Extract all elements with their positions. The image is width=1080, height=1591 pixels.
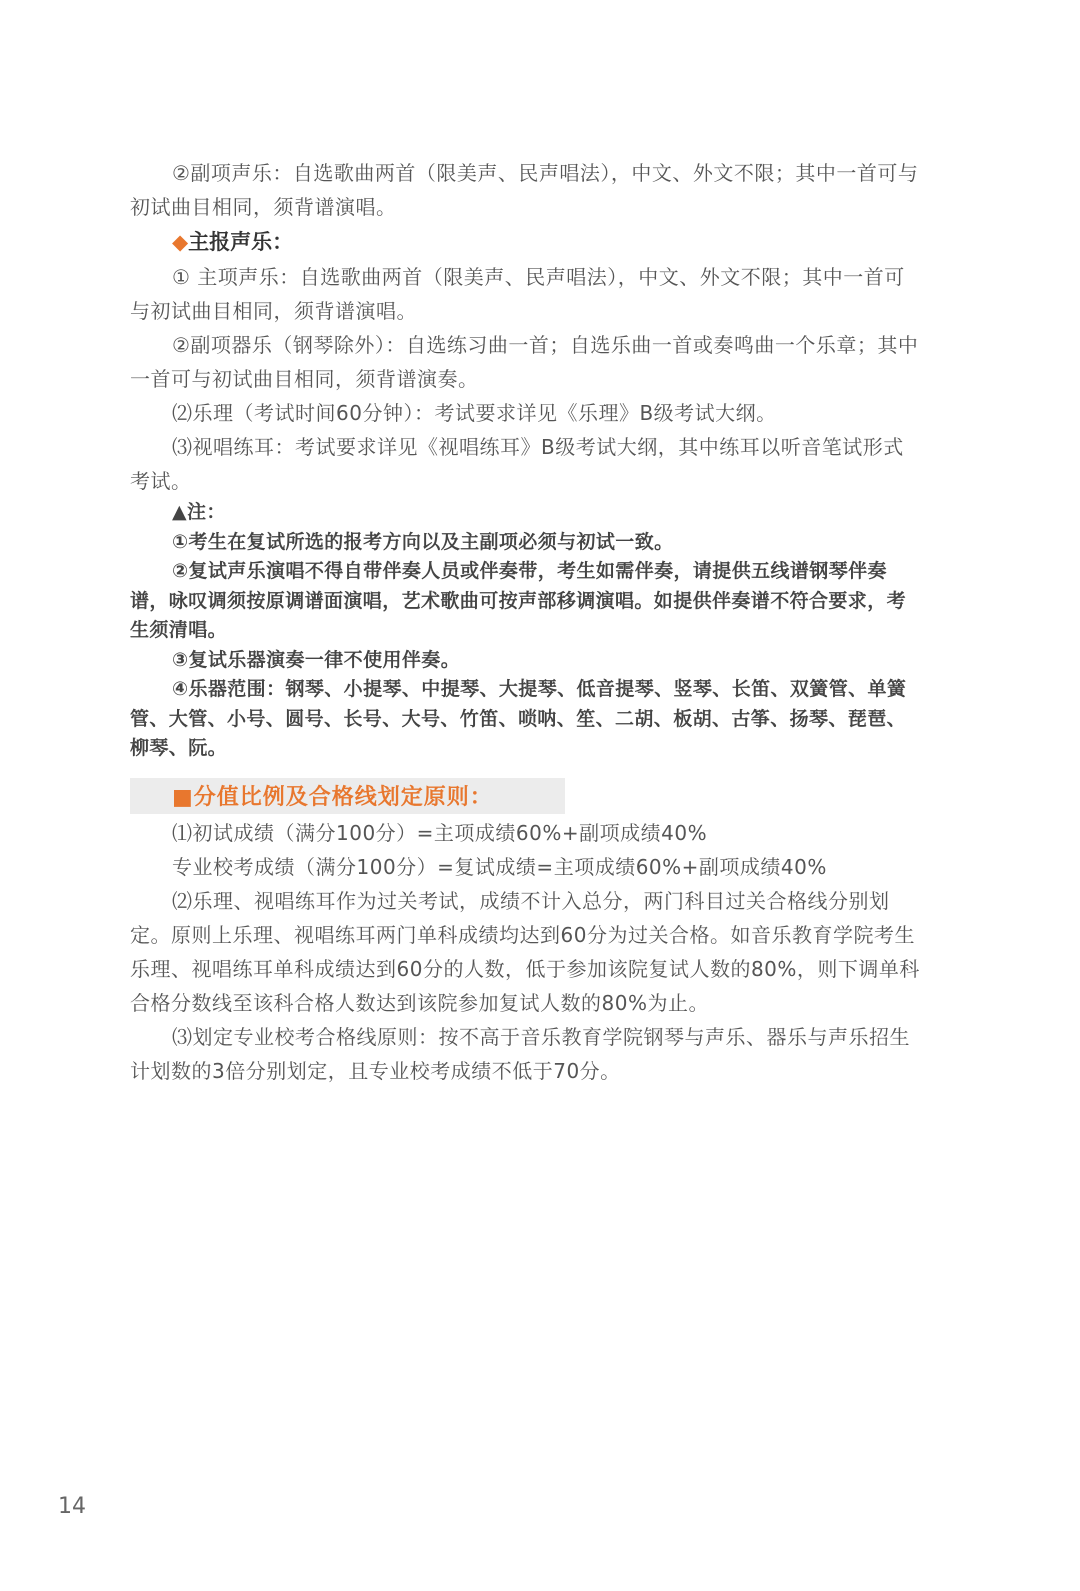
- paragraph-qualifying-line: ⑶划定专业校考合格线原则：按不高于音乐教育学院钢琴与声乐、器乐与声乐招生计划数的3倍分别划定，且专业校考成绩不低于70分。: [130, 1024, 910, 1083]
- paragraph-secondary-vocal: ②副项声乐：自选歌曲两首（限美声、民声唱法），中文、外文不限；其中一首可与初试曲目相同，须背谱演唱。: [130, 161, 919, 219]
- document-body: [130, 156, 920, 1088]
- section-heading-vocal: [130, 224, 920, 260]
- diamond-bullet-icon: ◆: [172, 230, 189, 254]
- section-heading-vocal-label: 主报声乐：: [188, 230, 294, 254]
- page-number: 14: [58, 1494, 86, 1519]
- note-item: ②复试声乐演唱不得自带伴奏人员或伴奏带，考生如需伴奏，请提供五线谱钢琴伴奏谱，咏叹调须按原调谱面演唱，艺术歌曲可按声部移调演唱。如提供伴奏谱不符合要求，考生须清唱。: [130, 560, 907, 641]
- section-heading-scoring: [130, 778, 565, 814]
- notes-title: ▲注：: [172, 501, 226, 523]
- note-item: ③复试乐器演奏一律不使用伴奏。: [172, 648, 461, 671]
- paragraph-school-exam-score: 专业校考成绩（满分100分）=复试成绩=主项成绩60%+副项成绩40%: [172, 854, 827, 879]
- paragraph-main-vocal: ① 主项声乐：自选歌曲两首（限美声、民声唱法），中文、外文不限；其中一首可与初试曲目相同，须背谱演唱。: [130, 265, 905, 323]
- paragraph-prelim-score: ⑴初试成绩（满分100分）=主项成绩60%+副项成绩40%: [172, 820, 708, 845]
- paragraph-secondary-instrument: ②副项器乐（钢琴除外）：自选练习曲一首；自选乐曲一首或奏鸣曲一个乐章；其中一首可与初试曲目相同，须背谱演奏。: [130, 333, 919, 391]
- notes-block: [130, 498, 920, 764]
- paragraph-pass-line: ⑵乐理、视唱练耳作为过关考试，成绩不计入总分，两门科目过关合格线分别划定。原则上乐理、视唱练耳两门单科成绩均达到60分为过关合格。如音乐教育学院考生乐理、视唱练耳单科成绩达到60分的人数，低于参加该院复试人数的80%，则下调单科合格分数线至该科合格人数达到该院参加复试人数的80%为止。: [130, 888, 920, 1015]
- section-heading-scoring-label: ■分值比例及合格线划定原则：: [172, 785, 493, 810]
- note-item: ④乐器范围：钢琴、小提琴、中提琴、大提琴、低音提琴、竖琴、长笛、双簧管、单簧管、大管、小号、圆号、长号、大号、竹笛、唢呐、笙、二胡、板胡、古筝、扬琴、琵琶、柳琴、阮。: [130, 678, 907, 759]
- paragraph-music-theory: ⑵乐理（考试时间60分钟）：考试要求详见《乐理》B级考试大纲。: [172, 401, 777, 425]
- note-item: ①考生在复试所选的报考方向以及主副项必须与初试一致。: [172, 530, 674, 553]
- paragraph-sight-singing: ⑶视唱练耳：考试要求详见《视唱练耳》B级考试大纲，其中练耳以听音笔试形式考试。: [130, 435, 904, 493]
